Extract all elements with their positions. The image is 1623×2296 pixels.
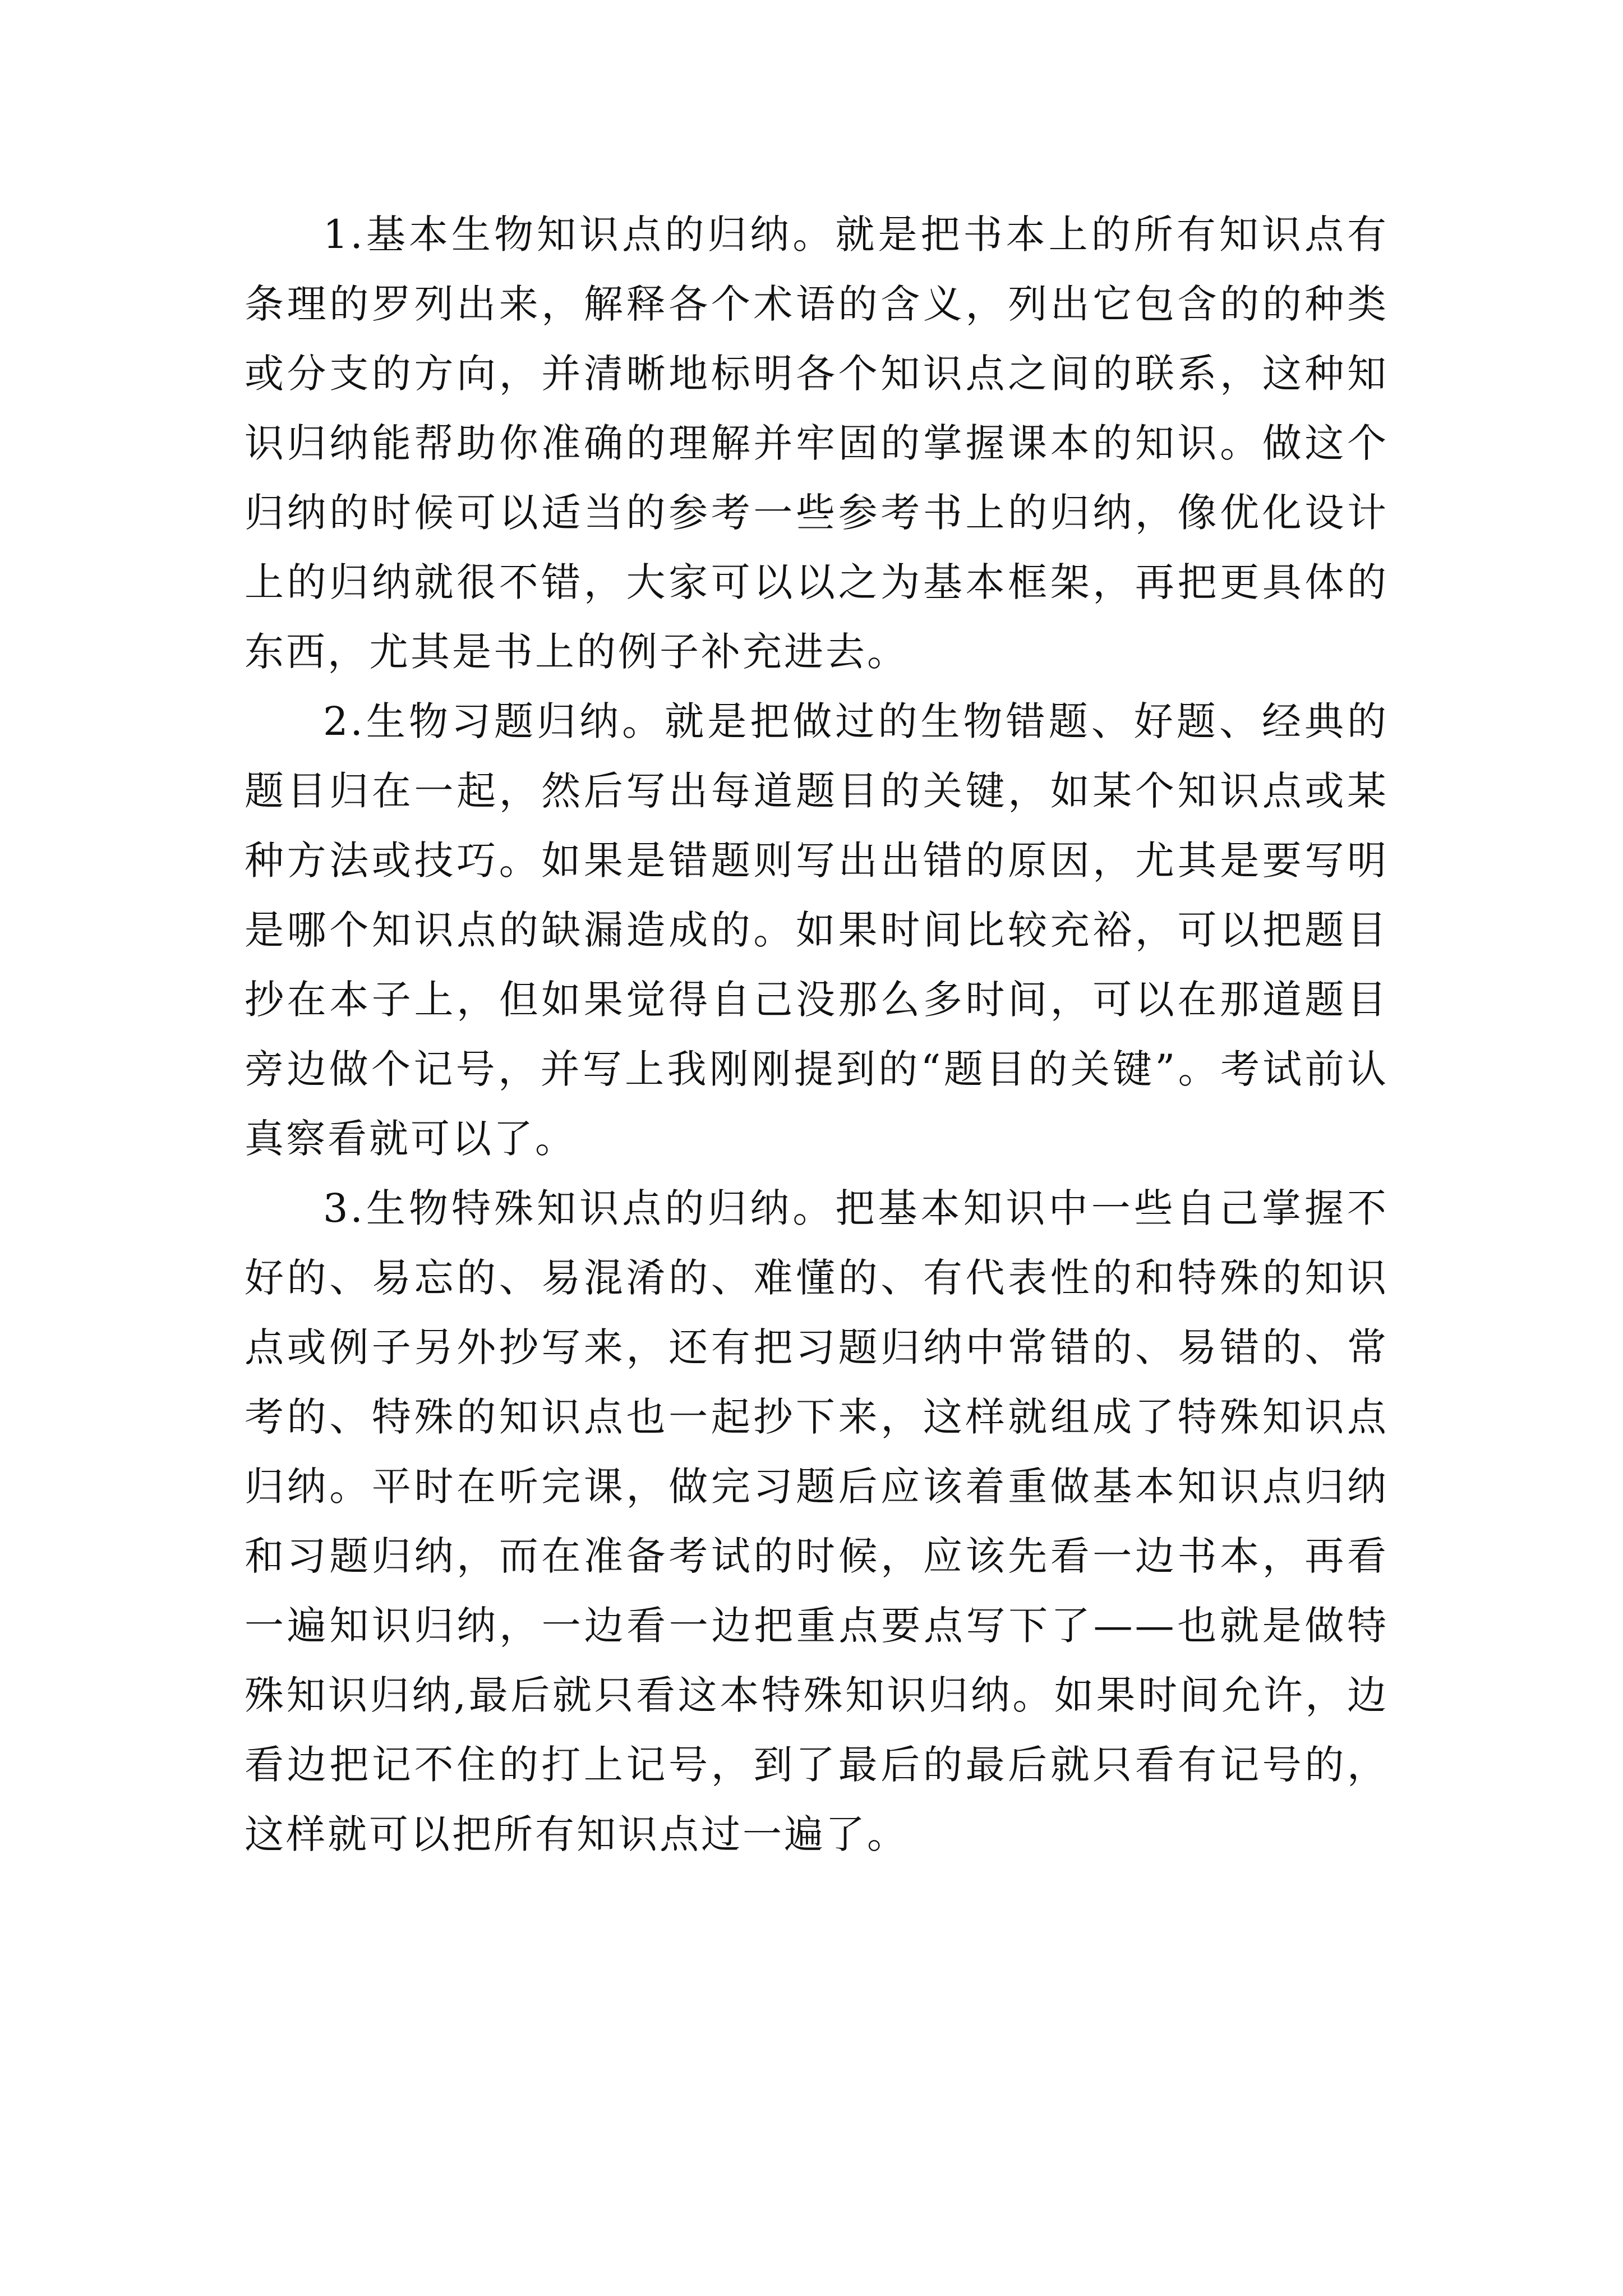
paragraph-1: 1.基本生物知识点的归纳。就是把书本上的所有知识点有条理的罗列出来，解释各个术语的含义，列出它包含的的种类或分支的方向，并清晰地标明各个知识点之间的联系，这种知识归纳能帮助你准确的理解并牢固的掌握课本的知识。做这个归纳的时候可以适当的参考一些参考书上的归纳，像优化设计上的归纳就很不错，大家可以以之为基本框架，再把更具体的东西，尤其是书上的例子补充进去。 (245, 211, 1389, 675)
document-body (245, 200, 1389, 1869)
paragraph-2: 2.生物习题归纳。就是把做过的生物错题、好题、经典的题目归在一起，然后写出每道题目的关键，如某个知识点或某种方法或技巧。如果是错题则写出出错的原因，尤其是要写明是哪个知识点的缺漏造成的。如果时间比较充裕，可以把题目抄在本子上，但如果觉得自己没那么多时间，可以在那道题目旁边做个记号，并写上我刚刚提到的“题目的关键”。考试前认真察看就可以了。 (245, 698, 1389, 1162)
paragraph-3: 3.生物特殊知识点的归纳。把基本知识中一些自己掌握不好的、易忘的、易混淆的、难懂的、有代表性的和特殊的知识点或例子另外抄写来，还有把习题归纳中常错的、易错的、常考的、特殊的知识点也一起抄下来，这样就组成了特殊知识点归纳。平时在听完课，做完习题后应该着重做基本知识点归纳和习题归纳，而在准备考试的时候，应该先看一边书本，再看一遍知识归纳，一边看一边把重点要点写下了——也就是做特殊知识归纳,最后就只看这本特殊知识归纳。如果时间允许，边看边把记不住的打上记号，到了最后的最后就只看有记号的，这样就可以把所有知识点过一遍了。 (245, 1185, 1389, 1857)
